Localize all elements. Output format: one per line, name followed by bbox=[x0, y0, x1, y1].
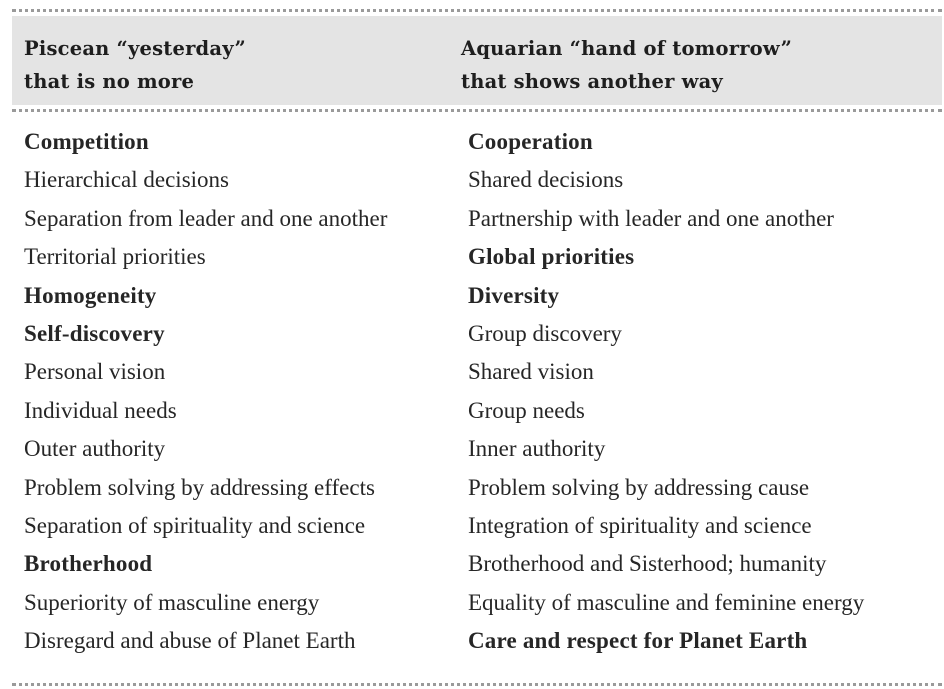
aquarian-cell: Care and respect for Planet Earth bbox=[468, 628, 808, 654]
table-row bbox=[0, 545, 944, 583]
table-row bbox=[0, 469, 944, 507]
aquarian-cell: Shared vision bbox=[468, 359, 594, 385]
table-row bbox=[0, 622, 944, 660]
bottom-dotted-rule bbox=[12, 683, 942, 686]
table-row bbox=[0, 392, 944, 430]
aquarian-cell: Equality of masculine and feminine energy bbox=[468, 589, 865, 615]
aquarian-cell: Diversity bbox=[468, 282, 560, 308]
table-row bbox=[0, 200, 944, 238]
header-left-line-2: that is no more bbox=[24, 70, 195, 93]
piscean-cell: Personal vision bbox=[24, 359, 166, 385]
table-body bbox=[0, 123, 944, 660]
aquarian-cell: Group needs bbox=[468, 397, 585, 423]
header-left-line-1: Piscean “yesterday” bbox=[24, 37, 246, 60]
table-row bbox=[0, 161, 944, 199]
table-row bbox=[0, 430, 944, 468]
aquarian-cell: Problem solving by addressing cause bbox=[468, 474, 810, 500]
piscean-cell: Self-discovery bbox=[24, 320, 165, 346]
table-row bbox=[0, 584, 944, 622]
table-row bbox=[0, 315, 944, 353]
header-dotted-rule bbox=[12, 109, 942, 112]
header-left-column bbox=[24, 32, 246, 98]
piscean-cell: Hierarchical decisions bbox=[24, 167, 229, 193]
piscean-cell: Homogeneity bbox=[24, 282, 157, 308]
piscean-cell: Separation of spirituality and science bbox=[24, 512, 366, 538]
piscean-cell: Individual needs bbox=[24, 397, 177, 423]
aquarian-cell: Inner authority bbox=[468, 436, 606, 462]
top-dotted-rule bbox=[12, 9, 942, 12]
piscean-cell: Problem solving by addressing effects bbox=[24, 474, 375, 500]
header-right-column bbox=[461, 32, 792, 98]
piscean-cell: Competition bbox=[24, 129, 149, 154]
piscean-cell: Territorial priorities bbox=[24, 244, 206, 270]
aquarian-cell: Shared decisions bbox=[468, 167, 624, 193]
piscean-cell: Brotherhood bbox=[24, 551, 153, 577]
aquarian-cell: Group discovery bbox=[468, 320, 622, 346]
piscean-cell: Separation from leader and one another bbox=[24, 205, 388, 231]
header-right-line-1: Aquarian “hand of tomorrow” bbox=[461, 37, 792, 60]
header-right-line-2: that shows another way bbox=[461, 70, 723, 93]
piscean-cell: Outer authority bbox=[24, 436, 166, 462]
piscean-cell: Superiority of masculine energy bbox=[24, 589, 320, 615]
table-row bbox=[0, 123, 944, 161]
table-row bbox=[0, 353, 944, 391]
aquarian-cell: Brotherhood and Sisterhood; humanity bbox=[468, 551, 827, 577]
table-row bbox=[0, 277, 944, 315]
table-row bbox=[0, 507, 944, 545]
aquarian-cell: Integration of spirituality and science bbox=[468, 512, 812, 538]
aquarian-cell: Partnership with leader and one another bbox=[468, 205, 834, 231]
table-row bbox=[0, 238, 944, 276]
piscean-cell: Disregard and abuse of Planet Earth bbox=[24, 628, 356, 654]
aquarian-cell: Global priorities bbox=[468, 244, 635, 270]
aquarian-cell: Cooperation bbox=[468, 129, 593, 154]
